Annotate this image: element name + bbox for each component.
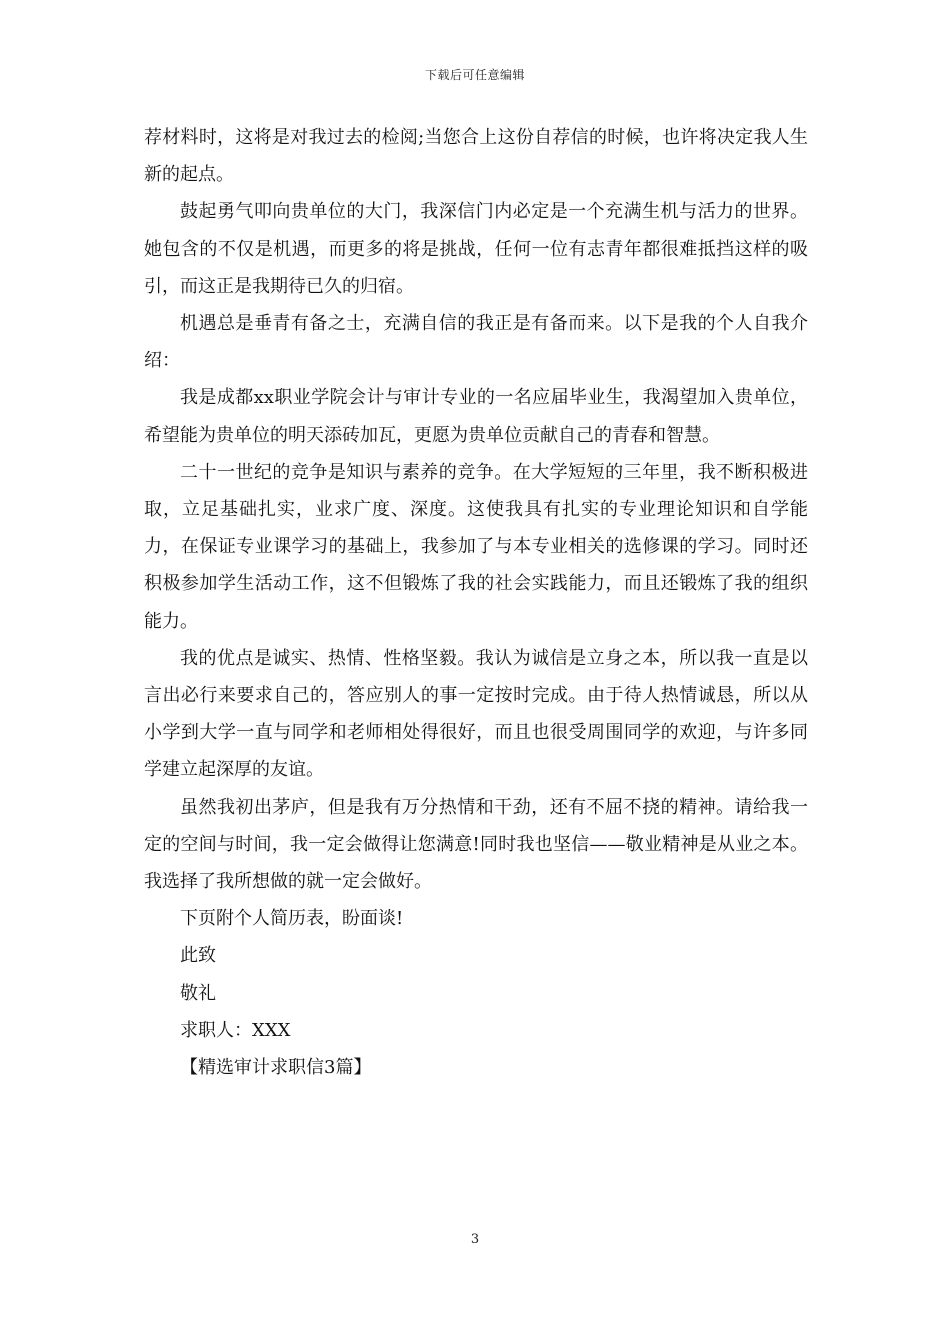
paragraph-continuation: 荐材料时，这将是对我过去的检阅;当您合上这份自荐信的时候，也许将决定我人生新的起点。 — [144, 127, 808, 186]
page-number: 3 — [470, 1232, 480, 1247]
applicant-signature: 求职人：XXX — [180, 1019, 291, 1041]
paragraph-opportunity: 机遇总是垂青有备之士，充满自信的我正是有备而来。以下是我的个人自我介绍： — [144, 313, 808, 372]
page-header-note: 下载后可任意编辑 — [424, 68, 525, 82]
paragraph-self-intro: 我是成都xx职业学院会计与审计专业的一名应届毕业生，我渴望加入贵单位，希望能为贵单位的明天添砖加瓦，更愿为贵单位贡献自己的青春和智慧。 — [144, 387, 808, 446]
paragraph-courage: 鼓起勇气叩向贵单位的大门，我深信门内必定是一个充满生机与活力的世界。她包含的不仅是机遇，而更多的将是挑战，任何一位有志青年都很难抵挡这样的吸引，而这正是我期待已久的归宿。 — [144, 201, 808, 297]
paragraph-strengths: 我的优点是诚实、热情、性格坚毅。我认为诚信是立身之本，所以我一直是以言出必行来要求自己的，答应别人的事一定按时完成。由于待人热情诚恳，所以从小学到大学一直与同学和老师相处得很好，而且也很受周围同学的欢迎，与许多同学建立起深厚的友谊。 — [144, 647, 808, 781]
letter-body — [144, 119, 808, 1086]
closing-greeting: 此致 — [180, 945, 216, 967]
section-title: 【精选审计求职信3篇】 — [180, 1057, 372, 1079]
paragraph-enthusiasm: 虽然我初出茅庐，但是我有万分热情和干劲，还有不屈不挠的精神。请给我一定的空间与时间，我一定会做得让您满意!同时我也坚信——敬业精神是从业之本。我选择了我所想做的就一定会做好。 — [144, 796, 808, 893]
closing-salute: 敬礼 — [180, 982, 216, 1004]
paragraph-resume-note: 下页附个人简历表，盼面谈! — [180, 908, 404, 930]
paragraph-competition: 二十一世纪的竞争是知识与素养的竞争。在大学短短的三年里，我不断积极进取，立足基础扎实，业求广度、深度。这使我具有扎实的专业理论知识和自学能力，在保证专业课学习的基础上，我参加了与本专业相关的选修课的学习。同时还积极参加学生活动工作，这不但锻炼了我的社会实践能力，而且还锻炼了我的组织能力。 — [144, 461, 808, 632]
